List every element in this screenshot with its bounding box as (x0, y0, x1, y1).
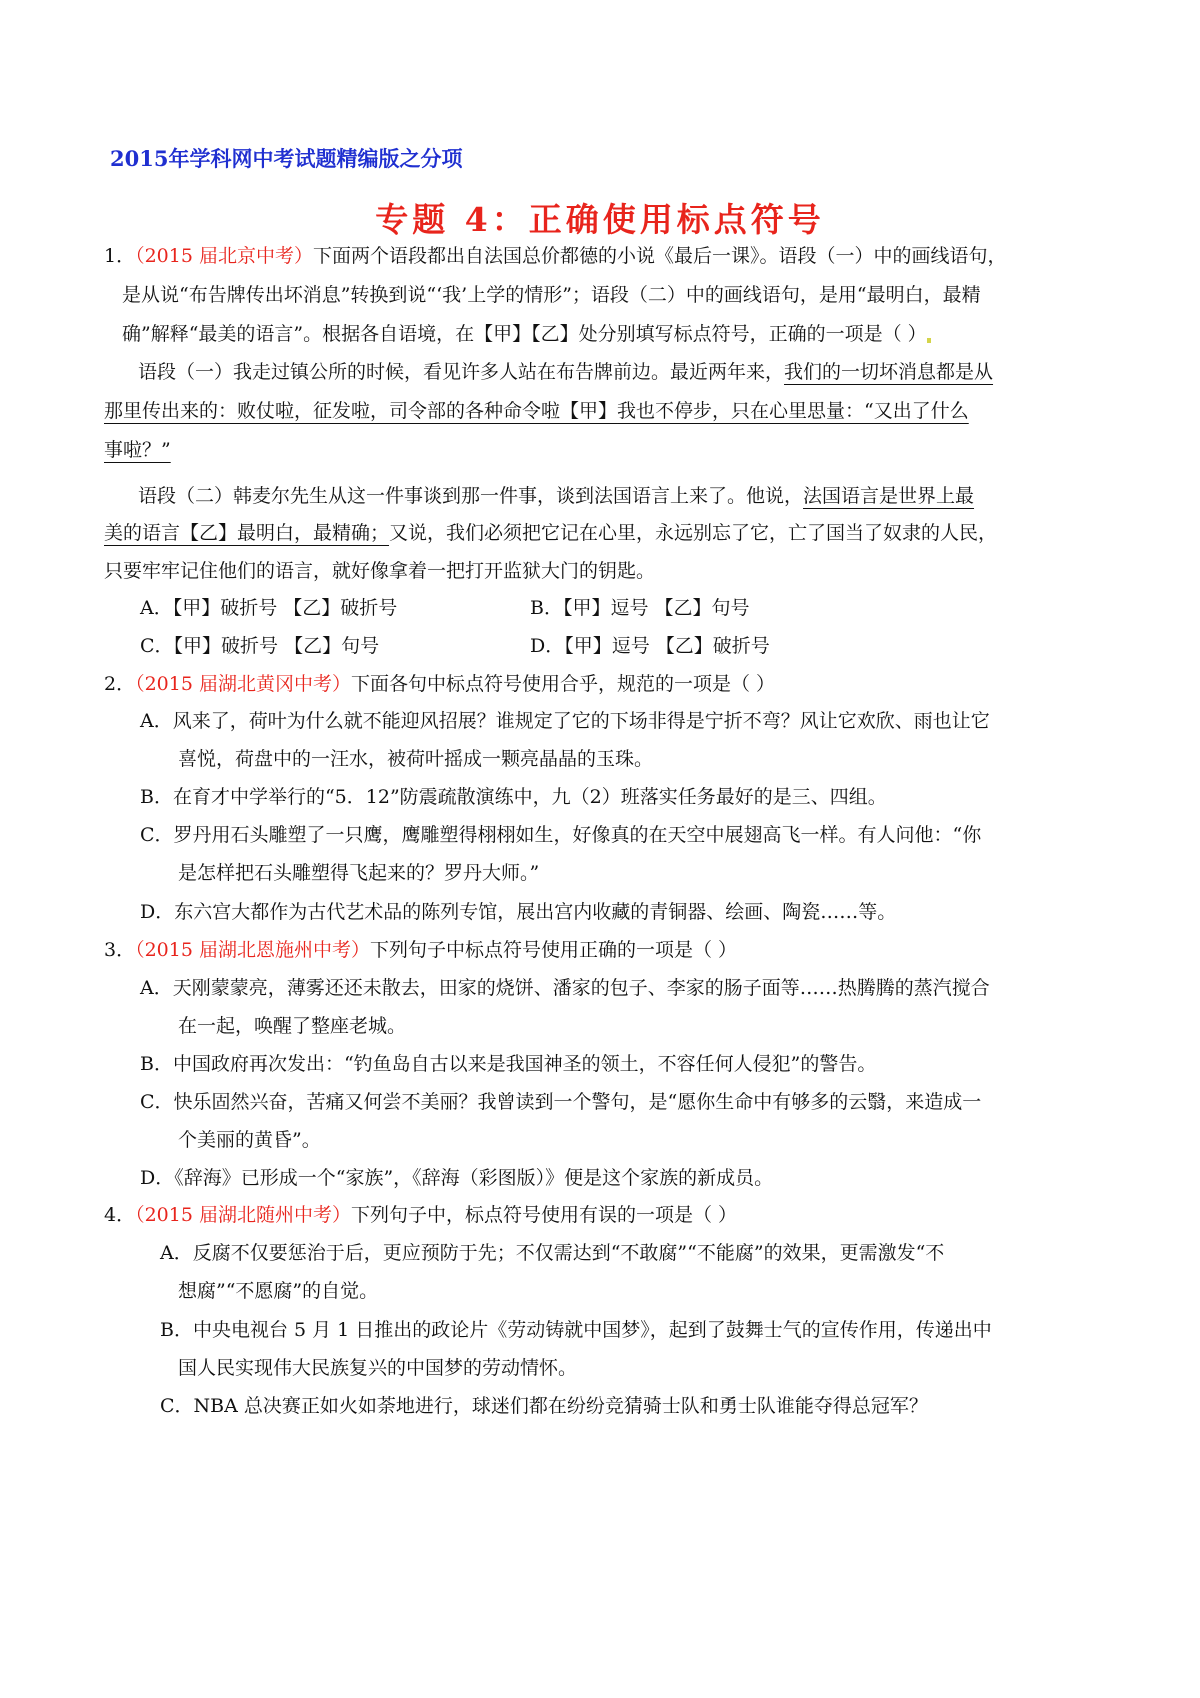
question-4-option-b-line-1: B．中央电视台 5 月 1 日推出的政论片《劳动铸就中国梦》，起到了鼓舞士气的宣传作用，传递出中 (160, 1319, 992, 1341)
passage-2-line-1 (138, 482, 974, 510)
question-4-source: （2015 届湖北随州中考） (135, 1204, 351, 1226)
question-1-option-a: A．【甲】破折号 【乙】破折号 (140, 597, 398, 619)
question-3-number: 3． (104, 939, 136, 961)
passage-2-underlined-text: 法国语言是世界上最 (803, 485, 975, 507)
question-1-source: （2015 届北京中考） (135, 245, 313, 267)
passage-1-line-2 (104, 397, 969, 425)
question-4-line-1 (104, 1201, 737, 1229)
scan-mark-icon (927, 338, 931, 343)
question-1-stem-line-2: 是从说“布告牌传出坏消息”转换到说“‘我’上学的情形”；语段（二）中的画线语句，是用“最明白，最精 (122, 284, 981, 306)
question-2-option-c-line-1: C．罗丹用石头雕塑了一只鹰，鹰雕塑得栩栩如生，好像真的在天空中展翅高飞一样。有人问他：“你 (140, 824, 982, 846)
question-2-option-d: D．东六宫大都作为古代艺术品的陈列专馆，展出宫内收藏的青铜器、绘画、陶瓷……等。 (140, 901, 897, 923)
passage-2-line-3: 只要牢牢记住他们的语言，就好像拿着一把打开监狱大门的钥匙。 (104, 560, 656, 582)
passage-2-text-2: 又说，我们必须把它记在心里，永远别忘了它，亡了国当了奴隶的人民， (389, 522, 998, 544)
document-header: 2015年学科网中考试题精编版之分项 (110, 146, 463, 171)
passage-1-text: 语段（一）我走过镇公所的时候，看见许多人站在布告牌前边。最近两年来， (138, 361, 785, 383)
passage-1-underlined-text-2: 那里传出来的：败仗啦，征发啦，司令部的各种命令啦【甲】 (104, 400, 618, 422)
question-3-stem: 下列句子中标点符号使用正确的一项是（ ） (370, 939, 738, 961)
passage-2-text: 语段（二）韩麦尔先生从这一件事谈到那一件事，谈到法国语言上来了。他说， (138, 485, 804, 507)
question-4-option-c: C．NBA 总决赛正如火如荼地进行，球迷们都在纷纷竞猜骑士队和勇士队谁能夺得总冠军？ (160, 1395, 928, 1417)
question-3-line-1 (104, 936, 737, 964)
question-1-stem-text-3: 确”解释“最美的语言”。根据各自语境，在【甲】【乙】处分别填写标点符号，正确的一项是（ ） (122, 323, 927, 345)
question-1-option-b: B．【甲】逗号 【乙】句号 (530, 597, 750, 619)
question-2-option-c-line-2: 是怎样把石头雕塑得飞起来的？罗丹大师。” (178, 862, 540, 884)
passage-1-line-3 (104, 436, 171, 464)
passage-1-text-2: 我也不停步，只在心里思量：“又出了什么 (617, 400, 969, 422)
passage-2-line-2 (104, 519, 997, 547)
question-4-stem: 下列句子中，标点符号使用有误的一项是（ ） (351, 1204, 738, 1226)
passage-1-underlined-text-3: 事啦？” (104, 439, 171, 461)
question-1-option-c: C．【甲】破折号 【乙】句号 (140, 635, 380, 657)
question-3-option-a-line-1: A．天刚蒙蒙亮，薄雾还还未散去，田家的烧饼、潘家的包子、李家的肠子面等……热腾腾的蒸汽搅合 (140, 977, 990, 999)
question-2-stem: 下面各句中标点符号使用合乎，规范的一项是（ ） (351, 673, 776, 695)
question-2-source: （2015 届湖北黄冈中考） (135, 673, 351, 695)
question-1-option-d: D．【甲】逗号 【乙】破折号 (530, 635, 770, 657)
page-title: 专题 4：正确使用标点符号 (375, 200, 825, 239)
question-1-stem-line-3 (122, 320, 931, 348)
question-2-number: 2． (104, 673, 136, 695)
question-4-number: 4． (104, 1204, 136, 1226)
question-2-option-a-line-1: A．风来了，荷叶为什么就不能迎风招展？谁规定了它的下场非得是宁折不弯？风让它欢欣、雨也让它 (140, 710, 990, 732)
question-1-stem-line-1: 下面两个语段都出自法国总价都德的小说《最后一课》。语段（一）中的画线语句， (313, 245, 1007, 267)
question-1-line-1 (104, 242, 1007, 270)
question-4-option-b-line-2: 国人民实现伟大民族复兴的中国梦的劳动情怀。 (178, 1357, 578, 1379)
question-4-option-a-line-2: 想腐”“不愿腐”的自觉。 (178, 1280, 379, 1302)
question-3-option-c-line-1: C．快乐固然兴奋，苦痛又何尝不美丽？我曾读到一个警句，是“愿你生命中有够多的云翳，来造成一 (140, 1091, 982, 1113)
passage-2-underlined-text-2: 美的语言【乙】最明白，最精确； (104, 522, 390, 544)
passage-1-underlined-text: 我们的一切坏消息都是从 (784, 361, 994, 383)
question-3-option-c-line-2: 个美丽的黄昏”。 (178, 1129, 321, 1151)
question-2-option-a-line-2: 喜悦，荷盘中的一汪水，被荷叶摇成一颗亮晶晶的玉珠。 (178, 748, 654, 770)
question-3-option-a-line-2: 在一起，唤醒了整座老城。 (178, 1015, 407, 1037)
question-3-source: （2015 届湖北恩施州中考） (135, 939, 370, 961)
question-2-option-b: B．在育才中学举行的“5．12”防震疏散演练中，九（2）班落实任务最好的是三、四组。 (140, 786, 887, 808)
question-2-line-1 (104, 670, 775, 698)
question-1-number: 1． (104, 245, 136, 267)
question-3-option-d: D．《辞海》已形成一个“家族”，《辞海（彩图版）》便是这个家族的新成员。 (140, 1167, 774, 1189)
question-3-option-b: B．中国政府再次发出：“钓鱼岛自古以来是我国神圣的领土，不容任何人侵犯”的警告。 (140, 1053, 877, 1075)
passage-1-line-1 (138, 358, 993, 386)
question-4-option-a-line-1: A．反腐不仅要惩治于后，更应预防于先；不仅需达到“不敢腐”“不能腐”的效果，更需激发“不 (160, 1242, 945, 1264)
